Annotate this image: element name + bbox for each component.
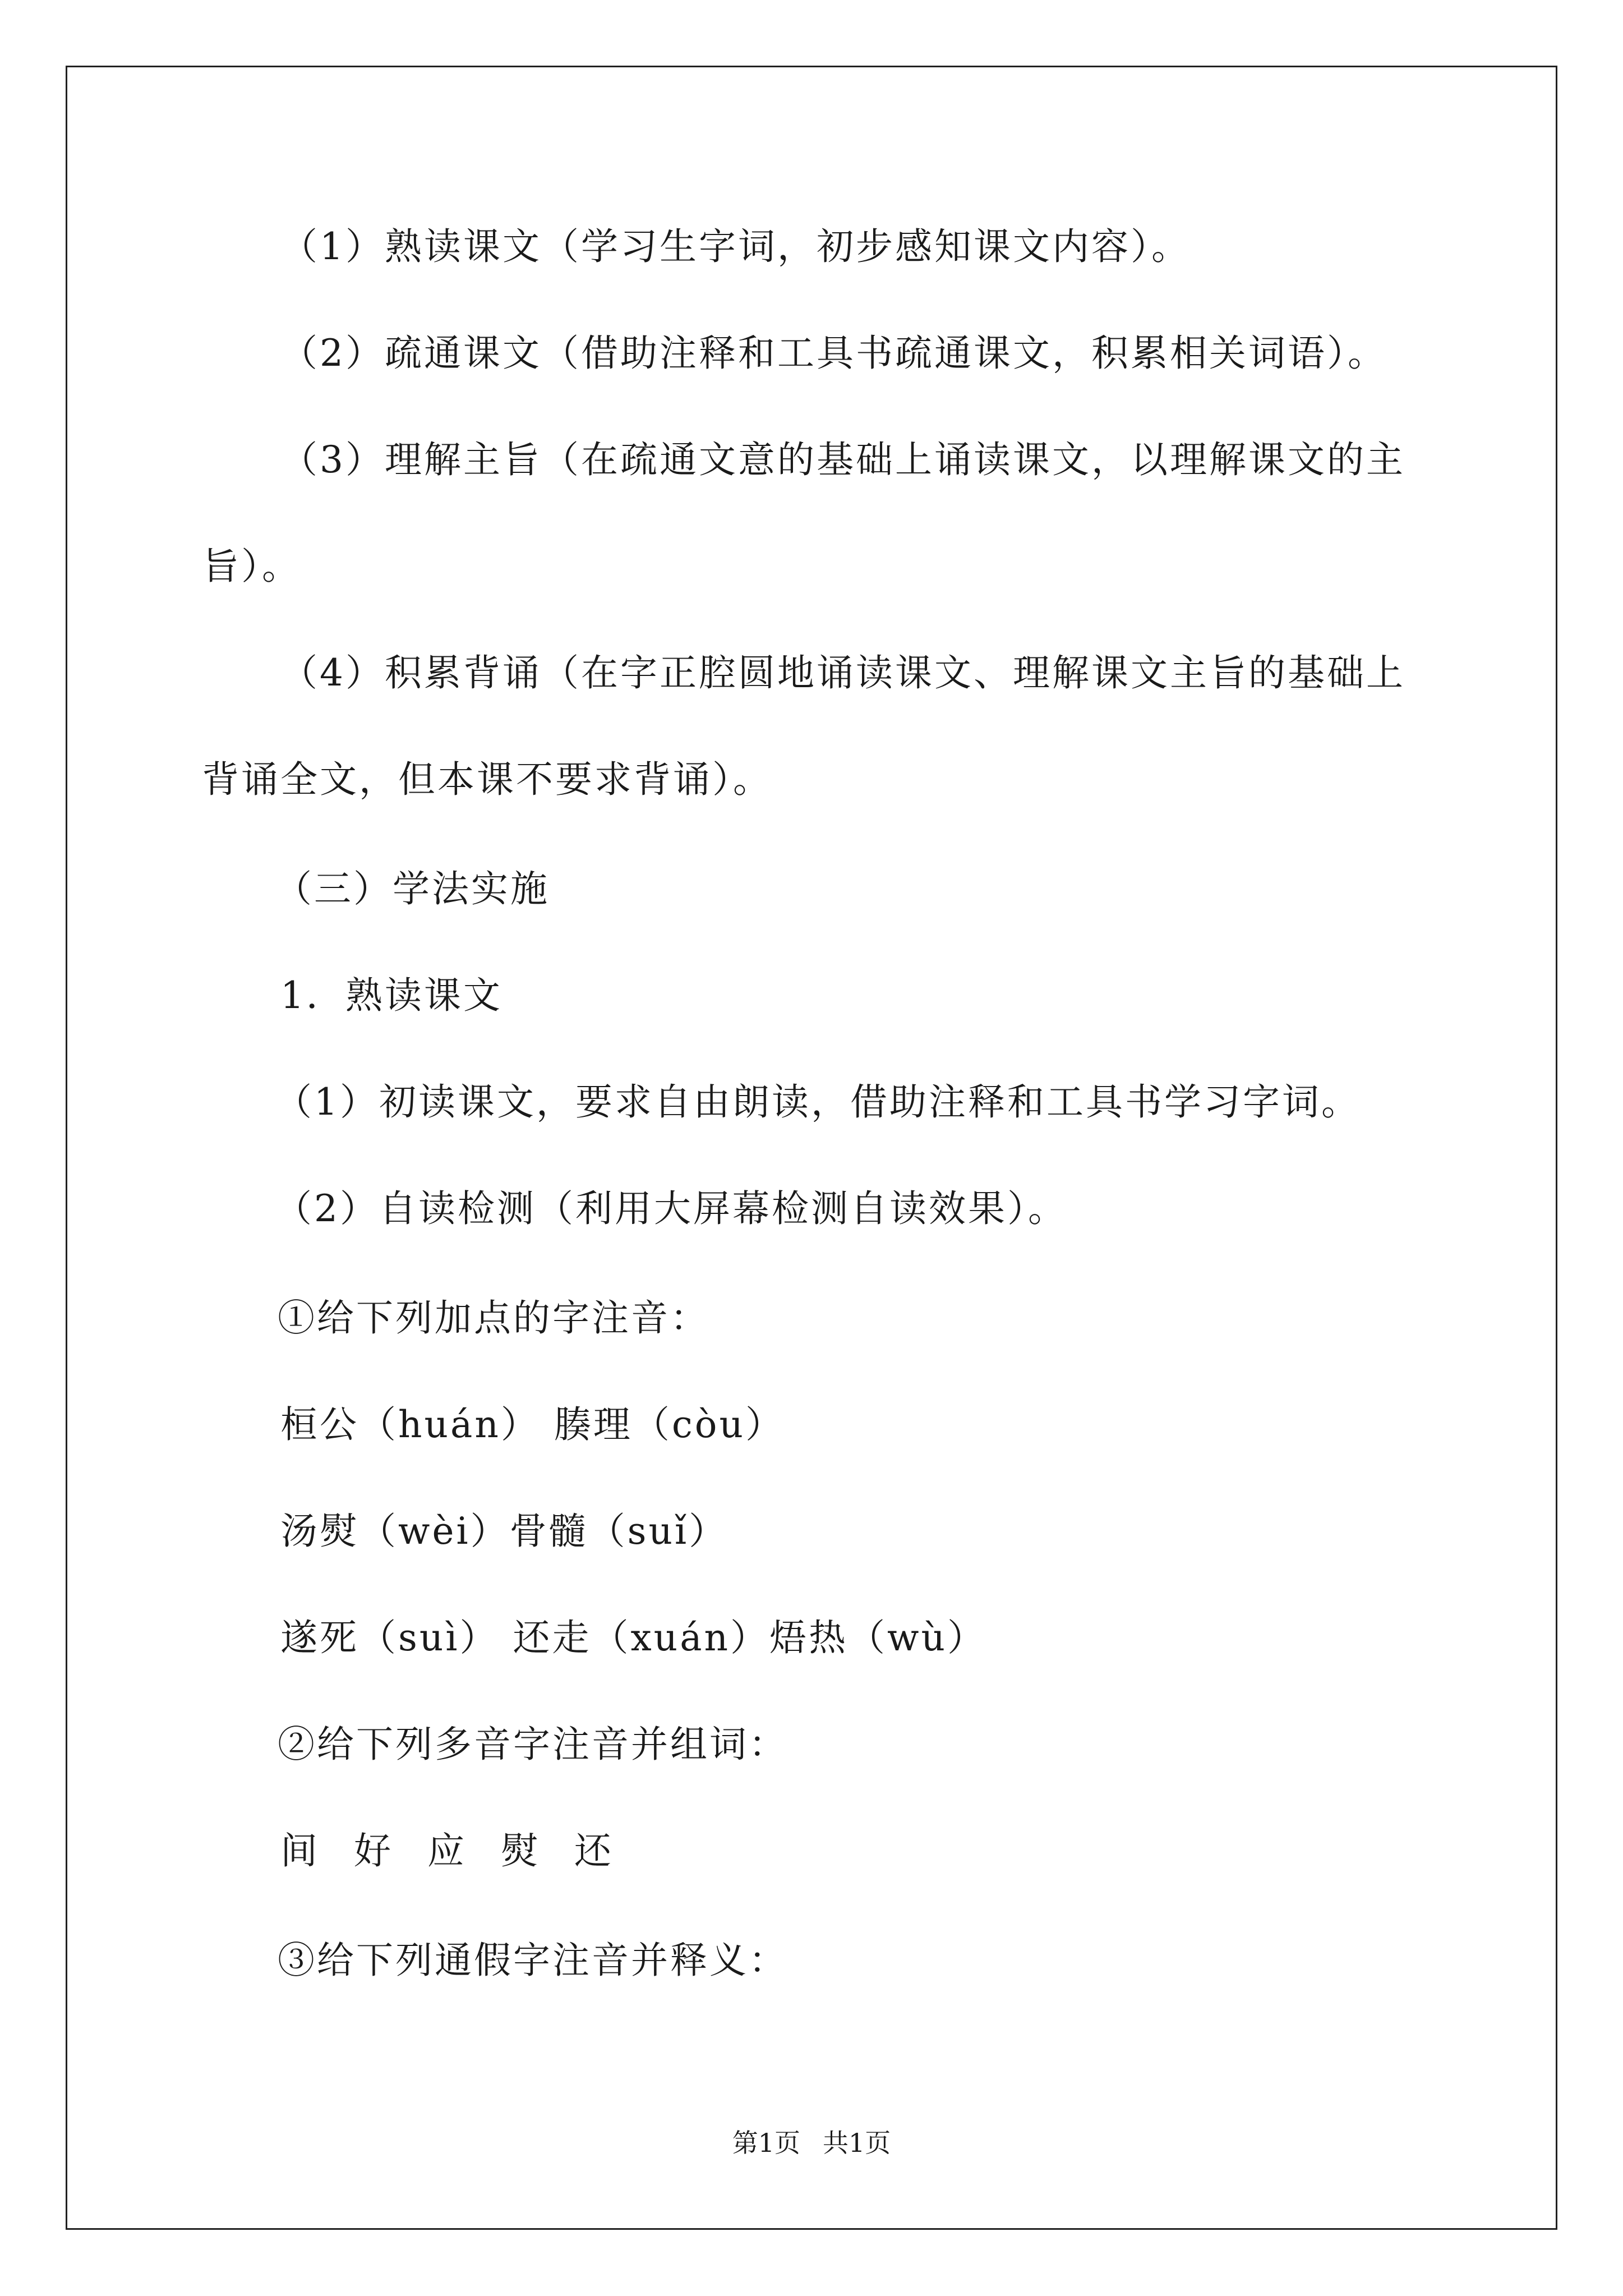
- page-footer: [0, 2126, 1623, 2160]
- section-heading: （三）学法实施: [275, 867, 550, 910]
- text-line-5: （4）积累背诵（在字正腔圆地诵读课文、理解课文主旨的基础上: [280, 651, 1405, 694]
- subheading: 1．熟读课文: [280, 974, 502, 1017]
- page-number-current: 第1页: [732, 2128, 800, 2158]
- text-line-2: （2）疏通课文（借助注释和工具书疏通课文，积累相关词语）。: [280, 332, 1387, 375]
- text-line-6: 背诵全文，但本课不要求背诵）。: [202, 758, 772, 801]
- text-line-10: （2）自读检测（利用大屏幕检测自读效果）。: [275, 1187, 1067, 1230]
- text-line-15: ②给下列多音字注音并组词：: [278, 1723, 788, 1766]
- text-line-14: 遂死（suì） 还走（xuán）焐热（wù）: [280, 1616, 987, 1659]
- text-line-16: 间 好 应 熨 还: [280, 1829, 624, 1872]
- text-line-9: （1）初读课文，要求自由朗读，借助注释和工具书学习字词。: [275, 1080, 1361, 1124]
- text-line-11: ①给下列加点的字注音：: [278, 1296, 709, 1340]
- text-line-1: （1）熟读课文（学习生字词，初步感知课文内容）。: [280, 225, 1191, 268]
- text-line-4: 旨）。: [202, 545, 301, 588]
- text-line-17: ③给下列通假字注音并释义：: [278, 1939, 788, 1982]
- page-number-total: 共1页: [823, 2128, 891, 2158]
- text-line-12: 桓公（huán） 腠理（còu）: [280, 1403, 785, 1446]
- text-line-3: （3）理解主旨（在疏通文意的基础上诵读课文，以理解课文的主: [280, 438, 1405, 481]
- text-line-13: 汤熨（wèi）骨髓（suǐ）: [280, 1510, 728, 1553]
